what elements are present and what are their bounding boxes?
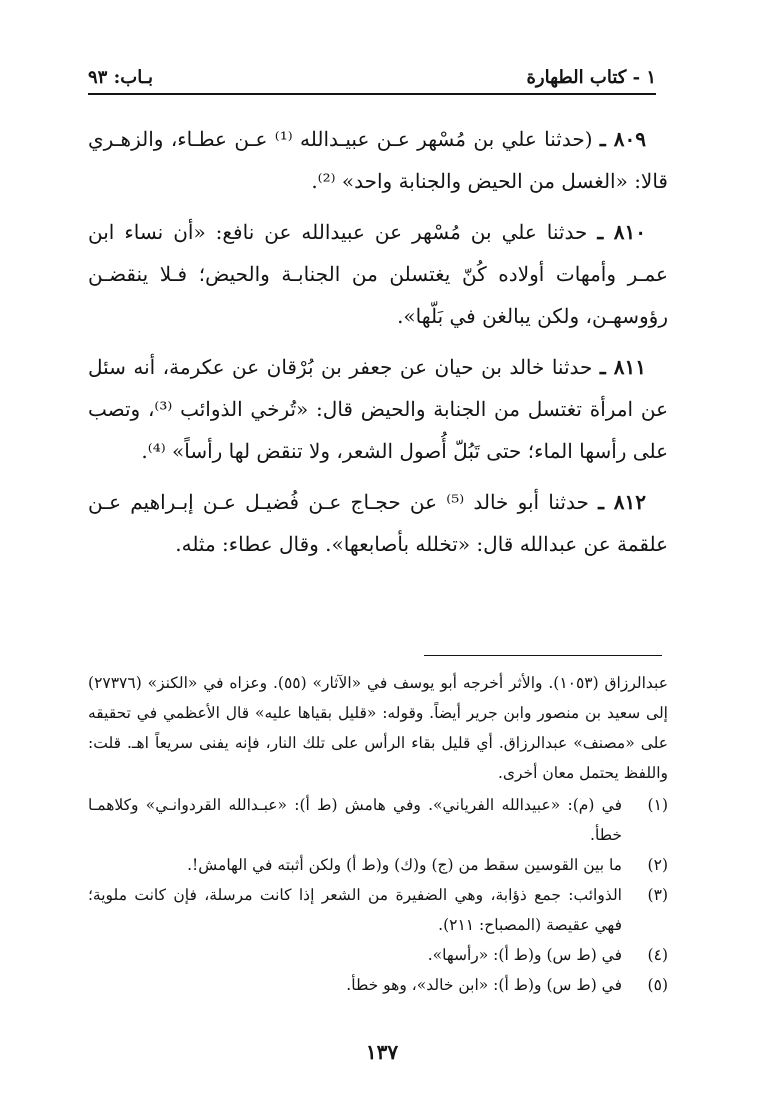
- footnote-text: في (ط س) و(ط أ): «رأسها».: [427, 946, 622, 964]
- main-text: [88, 118, 668, 574]
- hadith-text: حدثنا علي بن مُسْهر عن عبيدالله عن نافع: «أن نساء ابن عمـر وأمهات أولاده كُنّ يغتسلن من الجنابـة والحيض؛ فـلا ينقضـن رؤوسهـن، ولكن يبالغن في بَلّها».: [88, 220, 668, 328]
- footnote-5: [88, 970, 668, 1000]
- hadith-809: [88, 118, 668, 202]
- hadith-number: ٨١٠ ـ: [597, 220, 647, 244]
- footnote-text: في (ط س) و(ط أ): «ابن خالد»، وهو خطأ.: [346, 976, 622, 994]
- page-number: ١٣٧: [365, 1040, 399, 1064]
- footnote-number: (٤): [647, 946, 668, 964]
- hadith-text: حدثنا خالد بن حيان عن جعفر بن بُرْقان عن عكرمة، أنه سئل عن امرأة تغتسل من الجنابة والحيض قال: «تُرخي الذوائب ⁽³⁾، وتصب على رأسها الماء؛ حتى تَبُلّ أُصول الشعر، ولا تنقض لها رأساً» ⁽⁴⁾.: [88, 355, 669, 463]
- hadith-810: [88, 211, 668, 337]
- footnote-4: [88, 940, 668, 970]
- hadith-811: [88, 346, 668, 472]
- header-rule: [88, 93, 656, 95]
- footnote-separator: [424, 655, 662, 656]
- hadith-number: ٨٠٩ ـ: [599, 127, 646, 151]
- hadith-text: حدثنا أبو خالد ⁽⁵⁾ عن حجـاج عـن فُضيـل عـن إبـراهيم عـن علقمة عن عبدالله قال: «تخلله بأصابعها». وقال عطاء: مثله.: [88, 490, 668, 556]
- footnote-1: [88, 790, 668, 850]
- footnotes: [88, 668, 668, 1000]
- hadith-text: (حدثنا علي بن مُسْهر عـن عبيـدالله ⁽¹⁾ عـن عطـاء، والزهـري قالا: «الغسل من الحيض والجنابة واحد» ⁽²⁾.: [88, 127, 668, 193]
- hadith-number: ٨١١ ـ: [599, 355, 646, 379]
- section-title: بـاب: ٩٣: [88, 67, 153, 88]
- footnote-2: [88, 850, 668, 880]
- running-header: [88, 58, 656, 88]
- footnote-number: (٥): [647, 976, 668, 994]
- footnote-number: (٢): [647, 856, 668, 874]
- hadith-number: ٨١٢ ـ: [598, 490, 646, 514]
- footnote-text: في (م): «عبيدالله الفرياني». وفي هامش (ط أ): «عبـدالله القردوانـي» وكلاهمـا خطأ.: [88, 796, 622, 844]
- footnote-number: (٣): [647, 886, 668, 904]
- chapter-title: ١ - كتاب الطهارة: [526, 67, 656, 88]
- footnote-continuation: عبدالرزاق (١٠٥٣). والأثر أخرجه أبو يوسف في «الآثار» (٥٥). وعزاه في «الكنز» (٢٧٣٧٦) إلى سعيد بن منصور وابن جرير أيضاً. وقوله: «قليل بقياها عليه» قال الأعظمي في تحقيقه على «مصنف» عبدالرزاق. أي قليل بقاء الرأس على تلك النار، فإنه يفنى سريعاً اهـ. قلت: واللفظ يحتمل معان أخرى.: [88, 674, 668, 782]
- footnote-3: [88, 880, 668, 940]
- footnote-text: الذوائب: جمع ذؤابة، وهي الضفيرة من الشعر إذا كانت مرسلة، فإن كانت ملوية؛ فهي عقيصة (المصباح: ٢١١).: [88, 886, 622, 934]
- footnote-number: (١): [647, 796, 668, 814]
- footnote-text: ما بين القوسين سقط من (ج) و(ك) و(ط أ) ولكن أثبته في الهامش!.: [187, 856, 622, 874]
- hadith-812: [88, 481, 668, 565]
